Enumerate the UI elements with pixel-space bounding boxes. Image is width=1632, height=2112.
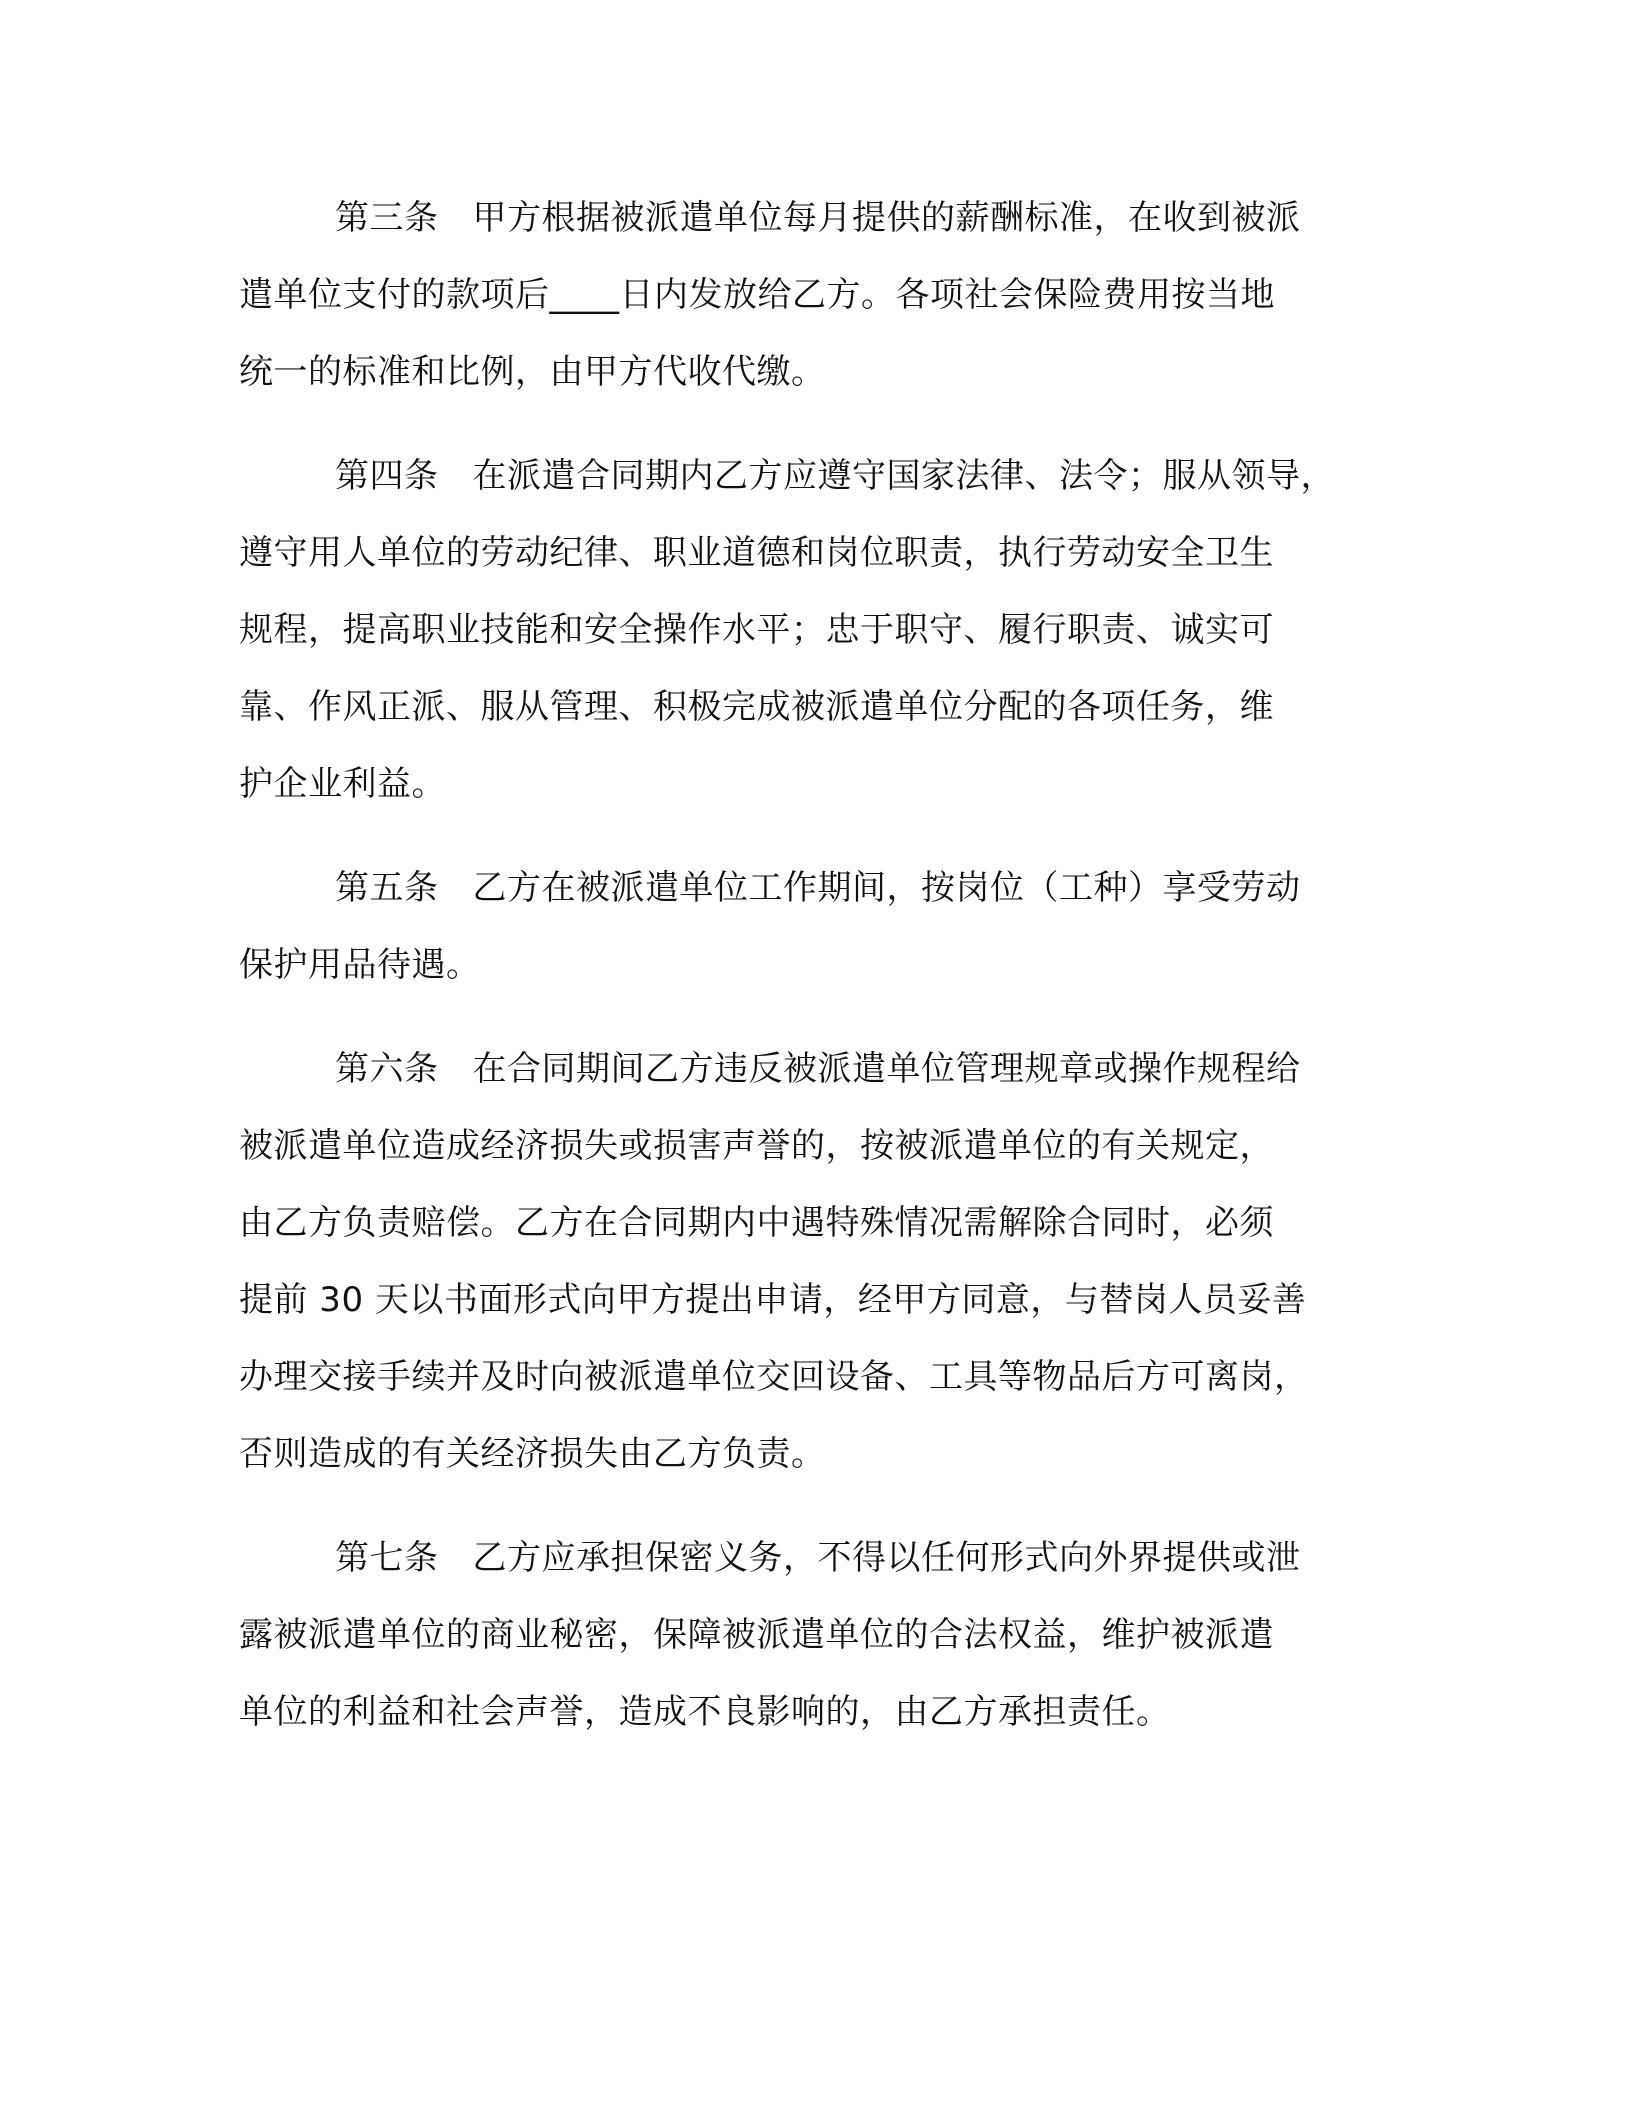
article-label: 第四条 [335,456,439,496]
article-line [239,180,1399,257]
article-7 [239,1520,1399,1751]
article-line [239,850,1399,927]
article-text: 乙方应承担保密义务，不得以任何形式向外界提供或泄 [472,1538,1301,1578]
article-label: 第六条 [335,1049,439,1089]
article-line: 统一的标准和比例，由甲方代收代缴。 [239,352,826,392]
article-line: 护企业利益。 [239,764,446,804]
article-6 [239,1031,1399,1493]
article-line: 由乙方负责赔偿。乙方在合同期内中遇特殊情况需解除合同时，必须 [239,1203,1274,1243]
article-line: 提前 30 天以书面形式向甲方提出申请，经甲方同意，与替岗人员妥善 [239,1280,1307,1320]
article-line: 单位的利益和社会声誉，造成不良影响的，由乙方承担责任。 [239,1692,1171,1732]
article-label: 第五条 [335,868,439,908]
article-line [239,1520,1399,1597]
article-text: 甲方根据被派遣单位每月提供的薪酬标准，在收到被派 [472,198,1301,238]
article-4 [239,438,1399,823]
article-line: 靠、作风正派、服从管理、积极完成被派遣单位分配的各项任务，维 [239,687,1274,727]
article-line [239,438,1399,515]
article-text: 在派遣合同期内乙方应遵守国家法律、法令；服从领导， [472,456,1335,496]
contract-text [239,180,1399,1778]
article-5 [239,850,1399,1004]
article-text: 在合同期间乙方违反被派遣单位管理规章或操作规程给 [472,1049,1301,1089]
article-line [239,1031,1399,1108]
article-label: 第七条 [335,1538,439,1578]
article-line: 保护用品待遇。 [239,945,481,985]
article-line: 规程，提高职业技能和安全操作水平；忠于职守、履行职责、诚实可 [239,610,1274,650]
article-line: 露被派遣单位的商业秘密，保障被派遣单位的合法权益，维护被派遣 [239,1615,1274,1655]
article-line: 遣单位支付的款项后____日内发放给乙方。各项社会保险费用按当地 [239,275,1275,315]
article-label: 第三条 [335,198,439,238]
article-line: 否则造成的有关经济损失由乙方负责。 [239,1434,826,1474]
article-3 [239,180,1399,411]
article-line: 被派遣单位造成经济损失或损害声誉的，按被派遣单位的有关规定， [239,1126,1274,1166]
article-line: 办理交接手续并及时向被派遣单位交回设备、工具等物品后方可离岗， [239,1357,1309,1397]
article-text: 乙方在被派遣单位工作期间，按岗位（工种）享受劳动 [472,868,1301,908]
article-line: 遵守用人单位的劳动纪律、职业道德和岗位职责，执行劳动安全卫生 [239,533,1274,573]
